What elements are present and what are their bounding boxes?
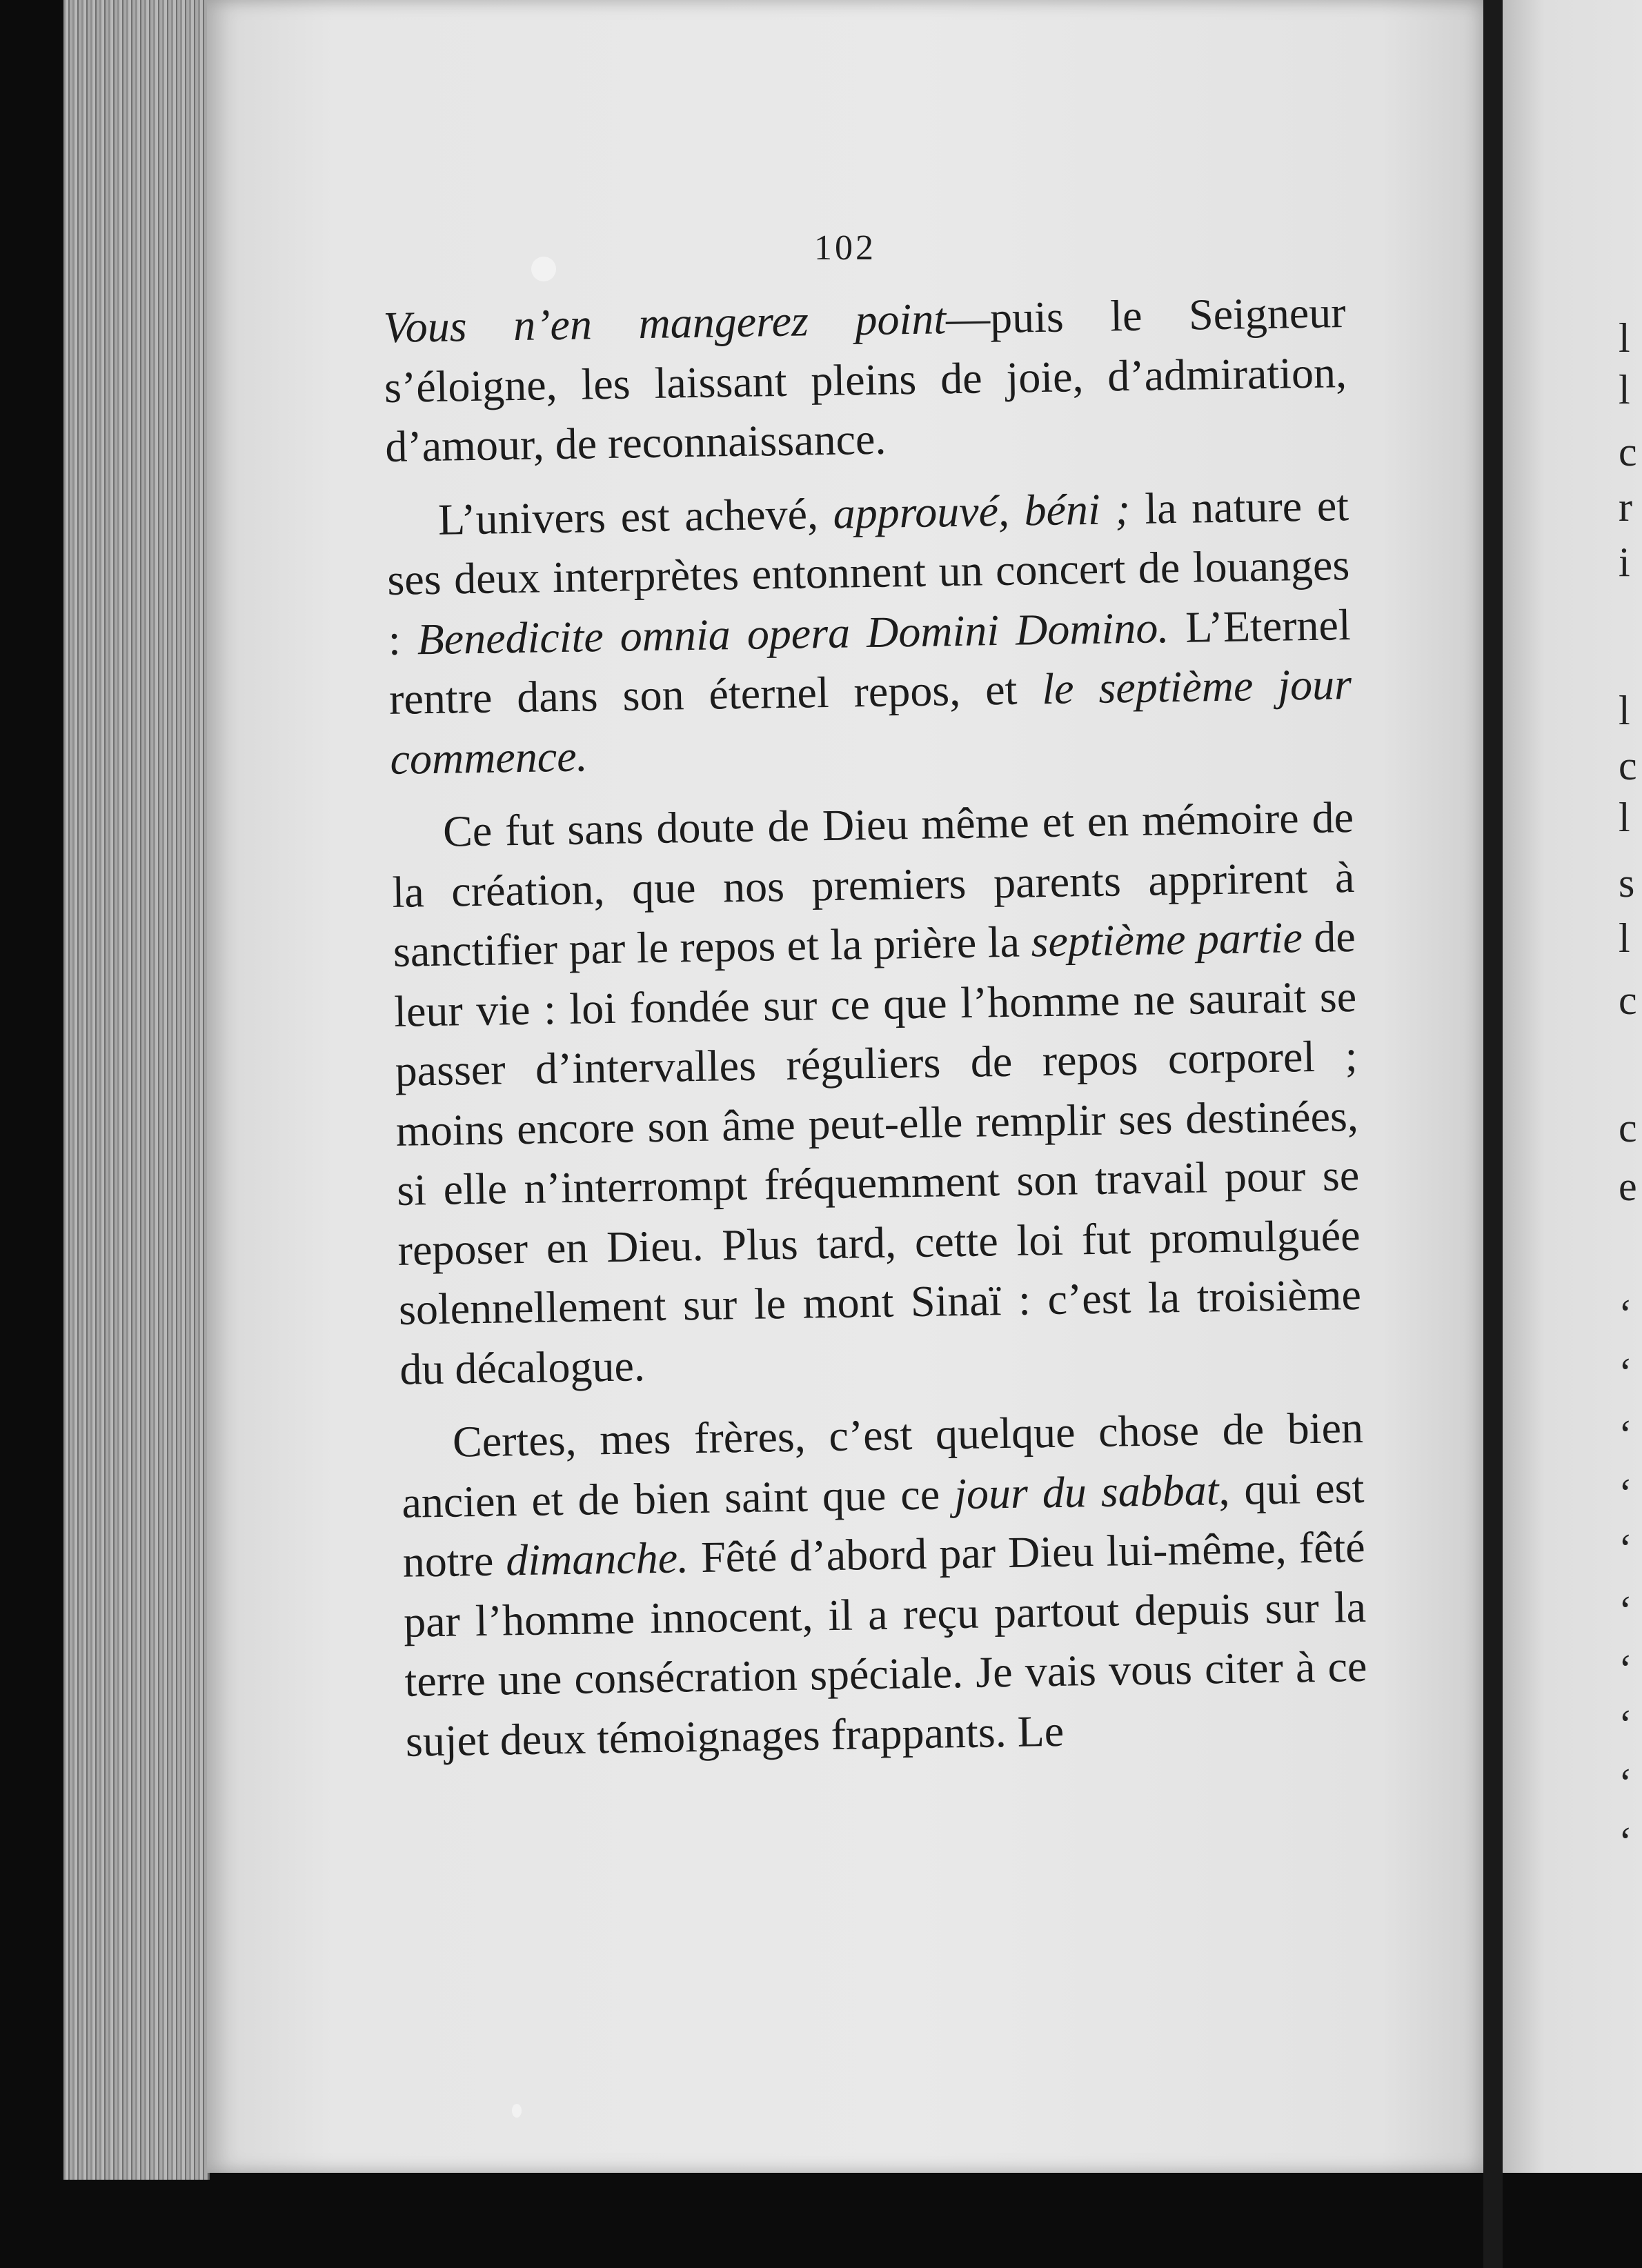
text-run: de leur vie : loi fondée sur ce que l’homme ne saurait se passer d’intervalles réguliers de repos corporel ; moins encore son âme peut-elle remplir ses destinées, si elle n’interrompt fréquemment son travail pour se reposer en Dieu. Plus tard, cette loi fut promulguée solennellement sur le mont Sinaï : c’est la troisième du décalogue. — [393, 911, 1362, 1394]
facing-letter: ‘ — [1619, 1760, 1632, 1806]
text-run: Certes, mes frères, c’est quelque chose de bien ancien et de bien saint que ce — [401, 1402, 1364, 1527]
facing-letter: r — [1619, 484, 1632, 530]
facing-letter: ‘ — [1619, 1588, 1632, 1633]
italic-phrase: Vous n’en mangerez point — [383, 294, 947, 352]
facing-letter: ‘ — [1619, 1412, 1632, 1458]
paragraph-2 — [386, 476, 1353, 789]
facing-letter: ‘ — [1619, 1702, 1632, 1747]
text-run: , qui est notre — [402, 1462, 1365, 1586]
facing-letter: ‘ — [1619, 1647, 1632, 1692]
body-text — [383, 283, 1369, 1785]
facing-letter: c — [1619, 743, 1637, 788]
italic-phrase: dimanche. — [505, 1533, 689, 1585]
facing-letter: ‘ — [1619, 1350, 1632, 1395]
facing-letter: l — [1619, 915, 1630, 961]
facing-page — [1503, 0, 1642, 2173]
facing-letter: ‘ — [1619, 1291, 1632, 1337]
paper-speck — [531, 257, 556, 281]
text-run: Ce fut sans doute de Dieu même et en mémoire de la création, que nos premiers parents apprirent à sanctifier par le repos et la prière la — [391, 792, 1355, 976]
italic-phrase: le septième jour commence. — [389, 659, 1352, 784]
page-edges — [63, 0, 210, 2180]
facing-letter: c — [1619, 1105, 1637, 1151]
text-run: la nature et ses deux interprètes entonnent un concert de louanges : — [386, 480, 1350, 664]
facing-letter: ‘ — [1619, 1526, 1632, 1571]
italic-phrase: approuvé, béni ; — [833, 484, 1131, 538]
paragraph-3 — [390, 788, 1362, 1400]
text-run: L’univers est achevé, — [437, 488, 834, 544]
book-gutter — [1483, 0, 1503, 2268]
facing-letter: l — [1619, 315, 1630, 361]
facing-letter: e — [1619, 1164, 1637, 1209]
text-run: Fêté d’abord par Dieu lui-même, fêté par l’homme innocent, il a reçu partout depuis sur la terre une consécration spéciale. Je vais vous citer à ce sujet deux témoignages frappants. Le — [403, 1522, 1367, 1766]
facing-letter: s — [1619, 860, 1635, 906]
text-run: L’Eternel rentre dans son éternel repos, et — [388, 599, 1352, 724]
page-number: 102 — [814, 228, 876, 268]
italic-phrase: jour du sabbat — [953, 1464, 1219, 1518]
facing-letter: i — [1619, 539, 1630, 585]
italic-phrase: septième partie — [1030, 913, 1303, 966]
facing-letter: l — [1619, 367, 1630, 412]
facing-letter: ‘ — [1619, 1819, 1632, 1864]
paragraph-4 — [400, 1398, 1368, 1771]
facing-letter: l — [1619, 688, 1630, 733]
text-run: —puis le Seigneur s’éloigne, les laissant pleins de joie, d’admiration, d’amour, de reconnaissance. — [384, 288, 1347, 471]
facing-letter: l — [1619, 795, 1630, 840]
facing-letter: c — [1619, 429, 1637, 475]
facing-letter: ‘ — [1619, 1471, 1632, 1516]
paragraph-1 — [383, 283, 1348, 477]
book-page — [207, 0, 1483, 2173]
facing-letter: c — [1619, 977, 1637, 1023]
paper-speck — [512, 2104, 522, 2118]
italic-phrase: Benedicite omnia opera Domini Domino. — [417, 602, 1169, 664]
